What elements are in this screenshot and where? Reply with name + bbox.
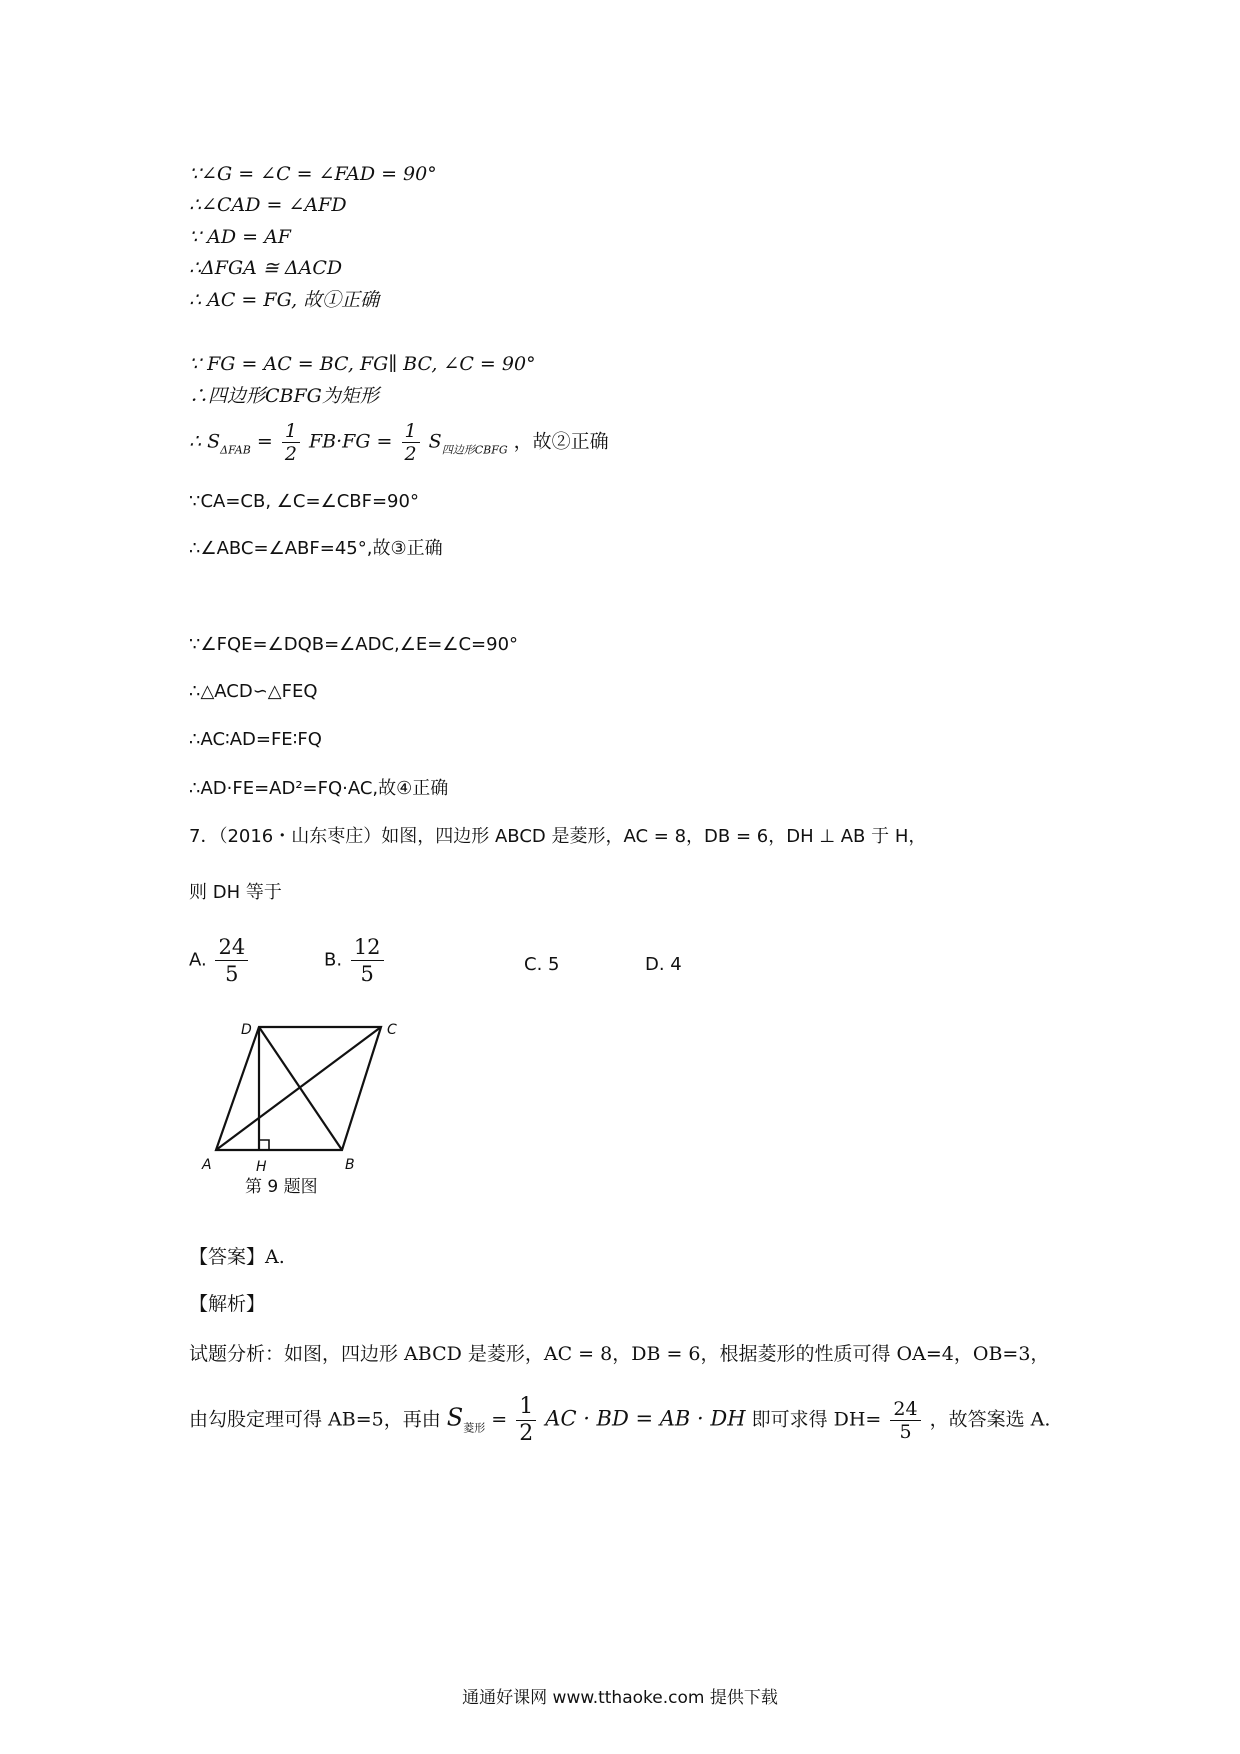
question-line-1: 7．（2016・山东枣庄）如图，四边形 ABCD 是菱形，AC = 8，DB = 6，DH ⊥ AB 于 H，	[189, 826, 927, 847]
equals-sign: =	[491, 1408, 508, 1431]
proof-line-12: ∴△ACD∽△FEQ	[189, 681, 318, 702]
diagonal-ac	[216, 1027, 381, 1150]
option-b	[324, 934, 387, 987]
proof-line-7: ∴四边形CBFG为矩形	[189, 385, 379, 407]
proof-line-13: ∴AC∶AD=FE∶FQ	[189, 729, 322, 750]
equals-sign: =	[256, 430, 273, 453]
analysis-line-2	[189, 1394, 1050, 1447]
area-symbol-2: S	[428, 430, 442, 453]
answer-line: 【答案】A.	[189, 1246, 285, 1268]
proof-line-2: ∴∠CAD = ∠AFD	[189, 194, 347, 216]
fraction-numerator: 1	[282, 420, 300, 443]
right-angle-mark	[259, 1140, 269, 1150]
proof-line-3: ∵ AD = AF	[189, 226, 291, 248]
fraction-numerator: 24	[215, 934, 248, 961]
option-b-fraction	[351, 934, 384, 987]
fraction-half	[516, 1394, 536, 1447]
proof-line-4: ∴ΔFGA ≅ ΔACD	[189, 257, 343, 279]
area-subscript-rhombus: 菱形	[463, 1421, 486, 1435]
analysis-text-post: ，故答案选 A.	[929, 1408, 1051, 1431]
proof-line-6: ∵ FG = AC = BC, FG∥ BC, ∠C = 90°	[189, 353, 536, 375]
option-a	[189, 934, 251, 987]
option-a-fraction	[215, 934, 248, 987]
fraction-half-2	[402, 420, 420, 465]
conclusion-text: ，故②正确	[513, 430, 609, 453]
analysis-header: 【解析】	[189, 1293, 266, 1315]
fraction-denominator: 2	[284, 443, 297, 465]
proof-line-5: ∴ AC = FG, 故①正确	[189, 289, 380, 311]
proof-line-14: ∴AD·FE=AD²=FQ·AC,故④正确	[189, 778, 449, 799]
proof-line-1: ∵∠G = ∠C = ∠FAD = 90°	[189, 163, 437, 185]
fraction-numerator: 1	[516, 1394, 536, 1421]
area-subscript-quad: 四边形CBFG	[441, 443, 508, 457]
vertex-label-a: A	[202, 1157, 212, 1173]
fraction-denominator: 5	[225, 962, 239, 986]
fraction-answer	[890, 1398, 920, 1443]
fraction-numerator: 24	[890, 1398, 920, 1421]
rhombus-figure	[196, 1010, 416, 1179]
fraction-numerator: 12	[351, 934, 384, 961]
proof-line-10: ∴∠ABC=∠ABF=45°,故③正确	[189, 538, 443, 559]
fraction-denominator: 2	[404, 443, 417, 465]
analysis-text-pre: 由勾股定理可得 AB=5，再由	[189, 1408, 441, 1431]
point-label-h: H	[256, 1159, 267, 1175]
fraction-denominator: 5	[360, 962, 374, 986]
vertex-label-c: C	[387, 1022, 397, 1038]
analysis-line-1: 试题分析：如图，四边形 ABCD 是菱形，AC = 8，DB = 6，根据菱形的性质可得 OA=4，OB=3，	[189, 1343, 1050, 1365]
vertex-label-d: D	[241, 1022, 252, 1038]
proof-line-9: ∵CA=CB, ∠C=∠CBF=90°	[189, 491, 419, 512]
area-subscript-triangle: ΔFAB	[220, 443, 251, 457]
option-a-label: A.	[189, 949, 207, 971]
fraction-numerator: 1	[402, 420, 420, 443]
product-text: FB·FG =	[308, 430, 393, 453]
proof-line-8	[189, 420, 609, 465]
option-d: D. 4	[645, 954, 682, 975]
fraction-denominator: 2	[519, 1421, 534, 1446]
rhombus-diagram	[196, 1010, 416, 1175]
option-c: C. 5	[524, 954, 560, 975]
question-line-2: 则 DH 等于	[189, 882, 282, 903]
fraction-denominator: 5	[899, 1421, 912, 1443]
diagonal-db	[259, 1027, 342, 1150]
proof-line-11: ∵∠FQE=∠DQB=∠ADC,∠E=∠C=90°	[189, 634, 519, 655]
area-symbol: S	[446, 1403, 464, 1432]
analysis-text-mid: 即可求得 DH=	[751, 1408, 882, 1431]
fraction-half	[282, 420, 300, 465]
vertex-label-b: B	[345, 1157, 355, 1173]
figure-caption: 第 9 题图	[245, 1177, 318, 1197]
area-symbol: ∴ S	[189, 430, 221, 453]
page-footer: 通通好课网 www.tthaoke.com 提供下载	[462, 1688, 778, 1708]
area-formula: AC · BD = AB · DH	[545, 1406, 746, 1431]
option-b-label: B.	[324, 949, 343, 971]
